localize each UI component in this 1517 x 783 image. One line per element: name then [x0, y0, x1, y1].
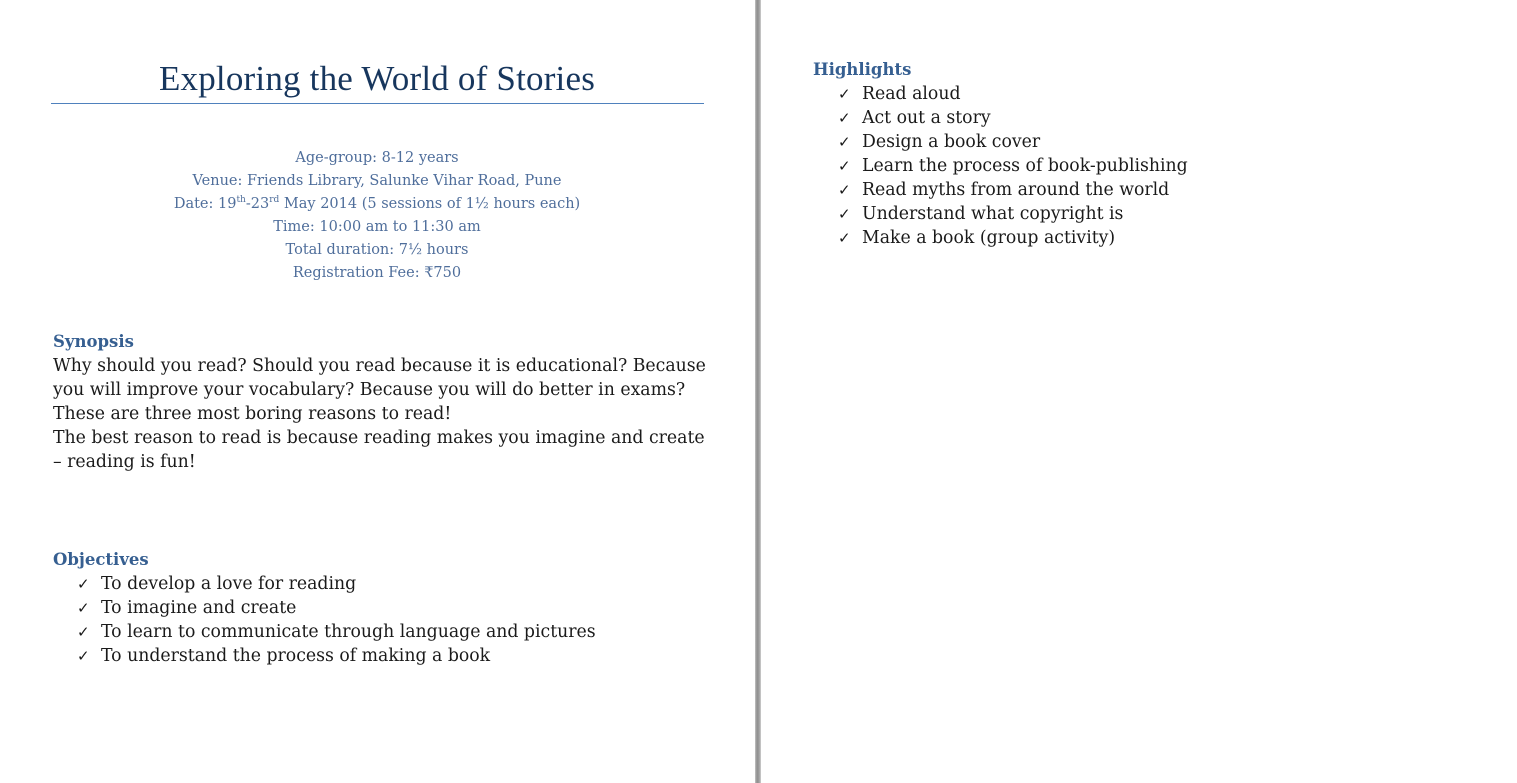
- list-item: [838, 106, 1188, 130]
- synopsis-paragraph: The best reason to read is because reading makes you imagine and create – reading is fun!: [53, 428, 705, 472]
- checkmark-icon: ✓: [838, 157, 851, 175]
- objective-text: To develop a love for reading: [101, 574, 357, 594]
- highlights-heading: Highlights: [813, 60, 912, 79]
- date-line: [51, 193, 703, 216]
- list-item: [838, 130, 1188, 154]
- synopsis-paragraph: These are three most boring reasons to read!: [53, 404, 452, 424]
- highlight-text: Learn the process of book-publishing: [862, 156, 1188, 176]
- highlight-text: Read myths from around the world: [862, 180, 1170, 200]
- checkmark-icon: ✓: [77, 575, 90, 593]
- date-range-end: -23: [245, 196, 270, 212]
- synopsis-paragraph: Why should you read? Should you read because it is educational? Because you will improve your vocabulary? Because you will do better in exams?: [53, 356, 706, 400]
- date-ordinal-start: th: [236, 195, 246, 205]
- event-details: [51, 147, 703, 285]
- checkmark-icon: ✓: [77, 623, 90, 641]
- highlight-text: Understand what copyright is: [862, 204, 1124, 224]
- objectives-heading: Objectives: [53, 550, 149, 569]
- age-group-line: Age-group: 8-12 years: [295, 150, 459, 166]
- checkmark-icon: ✓: [77, 599, 90, 617]
- time-line: Time: 10:00 am to 11:30 am: [273, 219, 481, 235]
- document-title: Exploring the World of Stories: [158, 59, 596, 98]
- highlight-text: Make a book (group activity): [862, 228, 1116, 248]
- date-ordinal-end: rd: [269, 195, 280, 205]
- objective-text: To understand the process of making a book: [101, 646, 491, 666]
- checkmark-icon: ✓: [838, 85, 851, 103]
- date-prefix: Date: 19: [173, 196, 237, 212]
- highlight-text: Design a book cover: [862, 132, 1041, 152]
- checkmark-icon: ✓: [838, 205, 851, 223]
- list-item: [838, 154, 1188, 178]
- checkmark-icon: ✓: [838, 229, 851, 247]
- highlight-text: Act out a story: [862, 108, 991, 128]
- checkmark-icon: ✓: [838, 133, 851, 151]
- checkmark-icon: ✓: [77, 647, 90, 665]
- fee-line: Registration Fee: ₹750: [292, 265, 462, 281]
- list-item: [838, 82, 1188, 106]
- list-item: [77, 644, 596, 668]
- synopsis-heading: Synopsis: [53, 332, 134, 351]
- objectives-list: [77, 572, 596, 668]
- date-suffix: May 2014 (5 sessions of 1½ hours each): [279, 196, 581, 212]
- list-item: [77, 572, 596, 596]
- list-item: [838, 178, 1188, 202]
- title-underline: [51, 103, 704, 104]
- list-item: [838, 202, 1188, 226]
- objective-text: To imagine and create: [101, 598, 297, 618]
- list-item: [77, 620, 596, 644]
- checkmark-icon: ✓: [838, 109, 851, 127]
- list-item: [77, 596, 596, 620]
- highlight-text: Read aloud: [862, 84, 961, 104]
- list-item: [838, 226, 1188, 250]
- duration-line: Total duration: 7½ hours: [285, 242, 469, 258]
- objective-text: To learn to communicate through language and pictures: [101, 622, 596, 642]
- synopsis-body: [53, 354, 713, 474]
- venue-line: Venue: Friends Library, Salunke Vihar Road, Pune: [192, 173, 562, 189]
- highlights-list: [838, 82, 1188, 250]
- checkmark-icon: ✓: [838, 181, 851, 199]
